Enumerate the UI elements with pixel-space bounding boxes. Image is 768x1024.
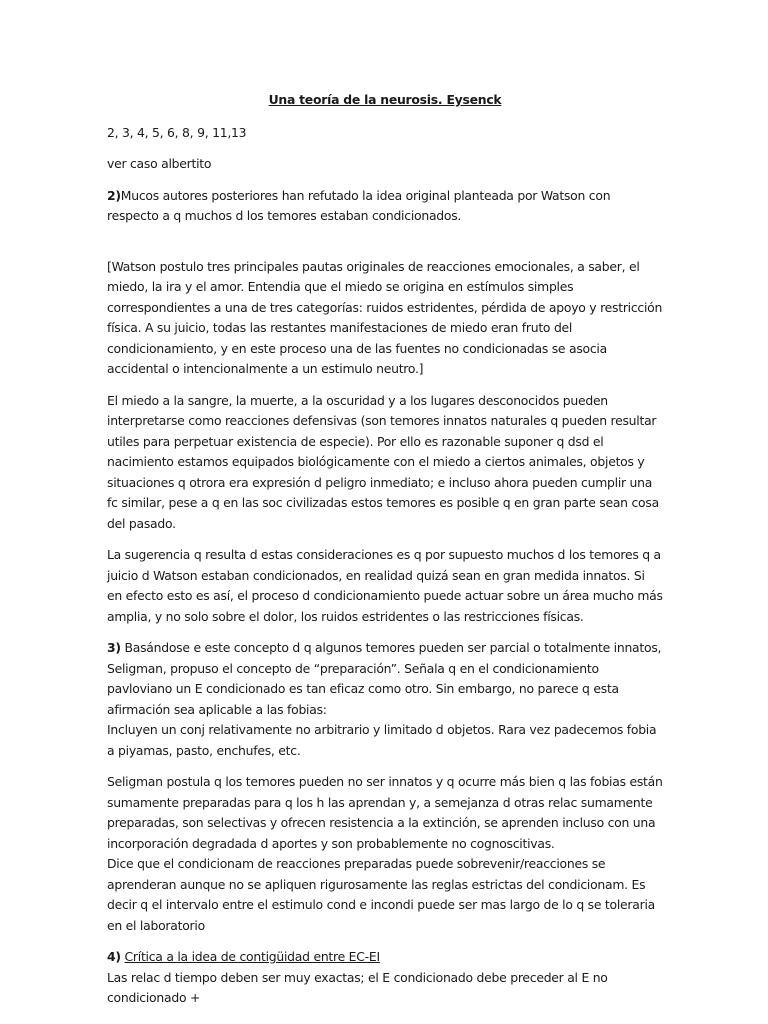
section-3-text: Basándose e este concepto d q algunos temores pueden ser parcial o totalmente innatos, Seligman, propuso el concepto de “preparación”. Señala q en el condicionamiento pavloviano un E condicionado es tan eficaz como otro. Sin embargo, no parece q esta afirmación sea aplicable a las fobias: xyxy=(107,640,662,717)
section-4-heading-line xyxy=(107,947,663,968)
seligman-paragraph: Seligman postula q los temores pueden no ser innatos y q ocurre más bien q las fobias están sumamente preparadas para q los h las aprendan y, a semejanza d otras relac sumamente preparadas, son selectivas y ofrecen resistencia a la extinción, se aprenden incluso con una incorporación degradada d aportes y son probablemente no cognoscitivas. xyxy=(107,774,663,851)
section-4-text: Las relac d tiempo deben ser muy exactas; el E condicionado debe preceder al E no condicionado + xyxy=(107,969,608,1005)
case-note: ver caso albertito xyxy=(107,156,212,171)
conditioning-paragraph: Dice que el condicionam de reacciones preparadas puede sobrevenir/reacciones se aprenderan aunque no se apliquen rigurosamente las reglas estrictas del condicionam. Es decir q el intervalo entre el estimulo cond e incondi puede ser mas largo de lo q se toleraria en el laboratorio xyxy=(107,856,655,933)
fear-paragraph: El miedo a la sangre, la muerte, a la oscuridad y a los lugares desconocidos pueden interpretarse como reacciones defensivas (son temores innatos naturales q pueden resultar utiles para perpetuar existencia de especie). Por ello es razonable suponer q dsd el nacimiento estamos equipados biológicamente con el miedo a ciertos animales, objetos y situaciones q otrora era expresión d peligro inmediato; e incluso ahora pueden cumplir una fc similar, pese a q en las soc civilizadas estos temores es posible q en gran parte sean cosa del pasado. xyxy=(107,392,659,531)
section-3-number: 3) xyxy=(107,640,121,655)
numbers-line: 2, 3, 4, 5, 6, 8, 9, 11,13 xyxy=(107,124,247,140)
section-2-text: Mucos autores posteriores han refutado la idea original planteada por Watson con respecto a q muchos d los temores estaban condicionados. xyxy=(107,187,611,223)
suggestion-paragraph: La sugerencia q resulta d estas consideraciones es q por supuesto muchos d los temores q a juicio d Watson estaban condicionados, en realidad quizá sean en gran medida innatos. Si en efecto esto es así, el proceso d condicionamiento puede actuar sobre un área mucho más amplia, y no solo sobre el dolor, los ruidos estridentes o las restricciones físicas. xyxy=(107,547,663,624)
document-body xyxy=(107,90,663,1020)
section-4-heading: Crítica a la idea de contigüidad entre EC-EI xyxy=(124,949,380,964)
seligman-block xyxy=(107,772,663,936)
section-4-paragraph xyxy=(107,947,663,1009)
section-4-number: 4) xyxy=(107,949,121,964)
section-3-continuation: Incluyen un conj relativamente no arbitrario y limitado d objetos. Rara vez padecemos fobia a piyamas, pasto, enchufes, etc. xyxy=(107,722,657,758)
document-title: Una teoría de la neurosis. Eysenck xyxy=(268,92,502,107)
section-3-paragraph xyxy=(107,638,663,761)
watson-paragraph: [Watson postulo tres principales pautas originales de reacciones emocionales, a saber, el miedo, la ira y el amor. Entendia que el miedo se origina en estímulos simples correspondientes a una de tres categorías: ruidos estridentes, pérdida de apoyo y restricción física. A su juicio, todas las restantes manifestaciones de miedo eran fruto del condicionamiento, y en este proceso una de las fuentes no condicionadas se asocia accidental o intencionalmente a un estimulo neutro.] xyxy=(107,258,663,376)
section-2-number: 2) xyxy=(107,187,121,203)
section-2-paragraph xyxy=(107,186,663,227)
